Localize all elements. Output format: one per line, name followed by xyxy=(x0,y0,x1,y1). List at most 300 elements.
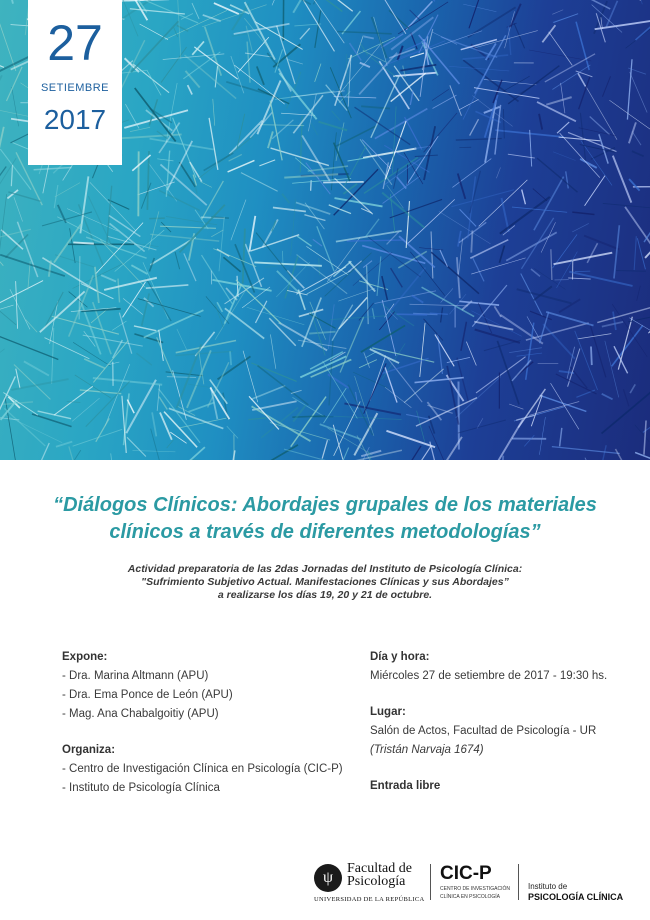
paint-stroke xyxy=(11,165,12,186)
paint-stroke xyxy=(613,156,632,203)
paint-stroke xyxy=(291,199,296,256)
paint-stroke xyxy=(330,67,351,118)
paint-stroke xyxy=(553,152,575,161)
paint-stroke xyxy=(323,182,364,183)
paint-stroke xyxy=(338,288,375,301)
paint-stroke xyxy=(612,304,647,357)
paint-stroke xyxy=(259,160,275,166)
paint-stroke xyxy=(249,396,279,429)
paint-stroke xyxy=(0,281,43,309)
paint-stroke xyxy=(330,316,385,320)
paint-stroke xyxy=(127,437,146,456)
paint-stroke xyxy=(451,190,514,207)
paint-stroke xyxy=(243,229,245,284)
paint-stroke xyxy=(578,73,586,86)
paint-stroke xyxy=(561,83,565,113)
paint-stroke xyxy=(412,295,423,302)
paint-stroke xyxy=(323,361,358,418)
paint-stroke xyxy=(472,285,507,327)
paint-stroke xyxy=(202,181,224,219)
paint-stroke xyxy=(526,323,534,380)
paint-stroke xyxy=(293,405,306,422)
paint-stroke xyxy=(10,0,13,4)
paint-stroke xyxy=(463,60,518,101)
paint-stroke xyxy=(531,395,542,426)
paint-stroke xyxy=(188,384,212,388)
paint-stroke xyxy=(149,258,154,271)
paint-stroke xyxy=(549,32,573,66)
paint-stroke xyxy=(409,304,468,306)
paint-stroke xyxy=(385,387,411,408)
paint-stroke xyxy=(367,266,368,325)
cicp-logo xyxy=(440,864,510,900)
paint-stroke xyxy=(470,119,479,135)
paint-stroke xyxy=(206,296,229,323)
paint-stroke xyxy=(16,281,18,329)
paint-stroke xyxy=(346,54,347,99)
paint-stroke xyxy=(623,389,628,406)
paint-stroke xyxy=(0,55,4,68)
paint-stroke xyxy=(616,271,646,272)
paint-stroke xyxy=(249,216,255,252)
paint-stroke xyxy=(281,113,315,115)
paint-stroke xyxy=(130,9,185,14)
facultad-logo xyxy=(314,862,434,904)
paint-stroke xyxy=(546,312,593,326)
paint-stroke xyxy=(318,122,347,131)
paint-stroke xyxy=(494,306,501,317)
paint-stroke xyxy=(398,251,426,268)
title-line-1: “Diálogos Clínicos: Abordajes grupales de los materiales xyxy=(53,494,597,516)
paint-stroke xyxy=(191,459,202,460)
paint-stroke xyxy=(96,418,109,441)
facultad-name-1: Facultad de xyxy=(347,861,412,876)
paint-stroke xyxy=(363,261,372,268)
paint-stroke xyxy=(469,0,485,28)
paint-stroke xyxy=(626,24,650,48)
paint-stroke xyxy=(572,223,589,232)
paint-stroke xyxy=(256,233,293,279)
paint-stroke xyxy=(537,102,576,121)
paint-stroke xyxy=(185,71,199,88)
paint-stroke xyxy=(143,0,198,23)
paint-stroke xyxy=(5,396,16,460)
subtitle-line-1: Actividad preparatoria de las 2das Jornadas del Instituto de Psicología Clínica: xyxy=(127,563,523,575)
paint-stroke xyxy=(503,109,504,138)
paint-stroke xyxy=(324,388,347,423)
paint-stroke xyxy=(230,351,231,365)
paint-stroke xyxy=(398,2,448,34)
paint-stroke xyxy=(432,32,457,44)
paint-stroke xyxy=(271,148,329,165)
paint-stroke xyxy=(67,401,81,402)
paint-stroke xyxy=(296,202,330,214)
paint-stroke xyxy=(55,255,95,268)
paint-stroke xyxy=(461,322,467,351)
paint-stroke xyxy=(521,218,553,269)
paint-stroke xyxy=(364,36,374,38)
paint-stroke xyxy=(329,205,351,214)
paint-stroke xyxy=(612,325,643,366)
paint-stroke xyxy=(630,72,647,113)
paint-stroke xyxy=(204,153,234,171)
paint-stroke xyxy=(389,10,409,28)
paint-stroke xyxy=(450,85,462,115)
paint-stroke xyxy=(134,326,156,331)
paint-stroke xyxy=(0,335,58,360)
paint-stroke xyxy=(175,252,180,269)
paint-stroke xyxy=(177,25,188,31)
paint-stroke xyxy=(632,151,644,156)
cicp-sub-2: CLÍNICA EN PSICOLOGÍA xyxy=(440,894,501,900)
paint-stroke xyxy=(637,286,641,301)
paint-stroke xyxy=(273,208,306,212)
paint-stroke xyxy=(534,269,565,290)
paint-stroke xyxy=(187,350,211,408)
paint-stroke xyxy=(219,217,224,272)
paint-stroke xyxy=(529,401,579,415)
paint-stroke xyxy=(5,234,28,257)
paint-stroke xyxy=(282,194,289,203)
paint-stroke xyxy=(149,211,159,250)
paint-stroke xyxy=(177,329,187,350)
paint-stroke xyxy=(10,289,30,329)
paint-stroke xyxy=(340,317,364,373)
paint-stroke xyxy=(460,209,477,226)
paint-stroke xyxy=(214,3,239,14)
paint-stroke xyxy=(229,121,262,155)
paint-stroke xyxy=(530,130,532,167)
paint-stroke xyxy=(279,69,292,92)
paint-stroke xyxy=(4,408,45,446)
paint-stroke xyxy=(298,290,305,310)
paint-stroke xyxy=(52,316,119,334)
expone-item: - Dra. Marina Altmann (APU) xyxy=(62,670,209,682)
paint-stroke xyxy=(552,447,620,454)
subtitle-line-2: "Sufrimiento Subjetivo Actual. Manifestaciones Clínicas y sus Abordajes” xyxy=(141,576,509,588)
paint-stroke xyxy=(0,194,7,255)
paint-stroke xyxy=(405,117,422,149)
paint-stroke xyxy=(369,0,406,34)
paint-stroke xyxy=(556,374,597,394)
paint-stroke xyxy=(231,56,244,93)
paint-stroke xyxy=(361,325,405,352)
paint-stroke xyxy=(543,324,575,359)
paint-stroke xyxy=(194,47,237,79)
paint-stroke xyxy=(141,183,151,209)
paint-stroke xyxy=(363,148,416,157)
paint-stroke xyxy=(320,424,361,439)
paint-stroke xyxy=(572,212,594,214)
paint-stroke xyxy=(475,111,501,122)
paint-stroke xyxy=(332,111,341,121)
paint-stroke xyxy=(73,429,123,446)
paint-stroke xyxy=(552,10,563,15)
paint-stroke xyxy=(534,177,564,231)
facultad-university: UNIVERSIDAD DE LA REPÚBLICA xyxy=(314,896,425,903)
paint-stroke xyxy=(294,24,321,26)
paint-stroke xyxy=(334,97,376,98)
paint-stroke xyxy=(406,201,409,248)
paint-stroke xyxy=(328,428,373,455)
logo-divider xyxy=(518,864,519,900)
paint-stroke xyxy=(231,450,235,460)
paint-stroke xyxy=(429,426,447,460)
paint-stroke xyxy=(635,0,642,4)
paint-stroke xyxy=(272,0,290,5)
paint-stroke xyxy=(322,440,327,458)
paint-stroke xyxy=(349,261,375,291)
paint-stroke xyxy=(449,66,509,71)
paint-stroke xyxy=(69,292,88,308)
paint-stroke xyxy=(585,176,605,206)
paint-stroke xyxy=(248,418,266,420)
paint-stroke xyxy=(466,342,476,366)
paint-stroke xyxy=(334,198,382,206)
paint-stroke xyxy=(161,47,187,83)
paint-stroke xyxy=(161,447,205,460)
paint-stroke xyxy=(424,113,457,152)
paint-stroke xyxy=(228,160,255,172)
paint-stroke xyxy=(364,363,387,413)
paint-stroke xyxy=(192,3,199,19)
paint-stroke xyxy=(644,420,646,454)
paint-stroke xyxy=(159,330,164,361)
paint-stroke xyxy=(184,55,236,99)
paint-stroke xyxy=(1,230,23,250)
paint-stroke xyxy=(277,26,295,84)
paint-stroke xyxy=(595,20,650,29)
paint-stroke xyxy=(524,435,534,446)
paint-stroke xyxy=(499,246,504,263)
paint-stroke xyxy=(257,366,308,405)
paint-stroke xyxy=(175,351,232,355)
ipc-line-2: PSICOLOGÍA CLÍNICA xyxy=(528,892,624,902)
paint-stroke xyxy=(157,337,174,377)
title-line-2: clínicos a través de diferentes metodologías” xyxy=(109,521,541,543)
paint-stroke xyxy=(440,250,448,267)
paint-stroke xyxy=(243,445,297,460)
paint-stroke xyxy=(432,89,449,100)
paint-stroke xyxy=(337,31,392,33)
paint-stroke xyxy=(118,279,120,303)
paint-stroke xyxy=(613,312,616,330)
lugar-value: Salón de Actos, Facultad de Psicología - UR xyxy=(370,725,597,737)
paint-stroke xyxy=(79,297,101,355)
paint-stroke xyxy=(509,404,523,409)
paint-stroke xyxy=(475,330,520,343)
paint-stroke xyxy=(489,420,523,460)
paint-stroke xyxy=(254,262,321,265)
date-year: 2017 xyxy=(43,104,107,135)
paint-stroke xyxy=(136,353,151,365)
dia-hora-heading: Día y hora: xyxy=(370,651,430,663)
paint-stroke xyxy=(343,448,349,460)
paint-stroke xyxy=(90,182,136,230)
paint-stroke xyxy=(299,0,334,51)
paint-stroke xyxy=(307,271,352,294)
paint-stroke xyxy=(386,431,435,447)
paint-stroke xyxy=(26,320,38,333)
event-title xyxy=(20,492,630,546)
paint-stroke xyxy=(475,31,538,48)
paint-stroke xyxy=(147,70,161,95)
paint-stroke xyxy=(400,65,436,71)
paint-stroke xyxy=(456,138,502,140)
date-month: SETIEMBRE xyxy=(40,82,110,94)
paint-stroke xyxy=(560,428,562,447)
paint-stroke xyxy=(270,101,282,161)
paint-stroke xyxy=(306,163,331,195)
paint-stroke xyxy=(591,346,592,365)
paint-stroke xyxy=(0,158,16,196)
paint-stroke xyxy=(132,450,175,451)
paint-stroke xyxy=(227,426,238,438)
paint-stroke xyxy=(461,39,497,49)
paint-stroke xyxy=(605,341,619,398)
paint-stroke xyxy=(296,267,345,294)
paint-stroke xyxy=(243,351,258,402)
paint-stroke xyxy=(471,258,525,274)
paint-stroke xyxy=(415,155,438,156)
paint-stroke xyxy=(177,0,180,59)
paint-stroke xyxy=(372,17,387,58)
paint-stroke xyxy=(52,328,54,384)
paint-stroke xyxy=(512,207,567,212)
paint-stroke xyxy=(14,197,23,221)
paint-stroke xyxy=(151,429,164,460)
paint-stroke xyxy=(533,189,547,201)
left-column xyxy=(62,648,352,798)
paint-stroke xyxy=(422,41,438,75)
paint-stroke xyxy=(391,268,403,287)
paint-stroke xyxy=(73,242,94,243)
paint-stroke xyxy=(407,136,438,185)
paint-stroke xyxy=(300,356,346,377)
paint-stroke xyxy=(338,42,382,95)
paint-stroke xyxy=(431,231,433,278)
paint-stroke xyxy=(130,127,150,131)
paint-stroke xyxy=(406,414,430,419)
facultad-emblem-icon: ψ xyxy=(314,864,342,892)
paint-stroke xyxy=(360,43,368,55)
paint-stroke xyxy=(56,442,72,447)
paint-stroke xyxy=(353,372,387,388)
paint-stroke xyxy=(568,132,616,151)
paint-stroke xyxy=(32,414,72,427)
paint-stroke xyxy=(344,403,401,414)
paint-stroke xyxy=(174,28,178,37)
paint-stroke xyxy=(167,141,192,190)
paint-stroke xyxy=(447,366,458,425)
organiza-item: - Centro de Investigación Clínica en Psicología (CIC-P) xyxy=(62,763,343,775)
paint-stroke xyxy=(332,305,353,341)
paint-stroke xyxy=(147,151,149,210)
paint-stroke xyxy=(211,230,223,237)
paint-stroke xyxy=(388,358,423,402)
expone-item: - Dra. Ema Ponce de León (APU) xyxy=(62,689,233,701)
paint-stroke xyxy=(251,386,285,400)
paint-stroke xyxy=(377,256,381,296)
date-day: 27 xyxy=(47,15,103,71)
paint-stroke xyxy=(322,0,342,12)
paint-stroke xyxy=(238,37,269,72)
paint-stroke xyxy=(137,182,174,195)
ipc-logo xyxy=(528,882,623,903)
paint-stroke xyxy=(390,199,442,217)
cicp-sub-1: CENTRO DE INVESTIGACIÓN xyxy=(440,886,511,892)
paint-stroke xyxy=(637,238,645,269)
paint-stroke xyxy=(138,299,201,317)
paint-stroke xyxy=(11,379,68,390)
paint-stroke xyxy=(556,252,577,288)
paint-stroke xyxy=(200,182,212,188)
paint-stroke xyxy=(497,341,519,405)
paint-stroke xyxy=(602,394,613,399)
paint-stroke xyxy=(635,425,650,442)
paint-stroke xyxy=(458,420,506,433)
paint-stroke xyxy=(441,307,443,322)
paint-stroke xyxy=(568,278,590,279)
date-box xyxy=(28,0,122,165)
paint-stroke xyxy=(179,205,224,253)
paint-stroke xyxy=(14,365,50,400)
paint-stroke xyxy=(399,236,435,267)
paint-stroke xyxy=(522,190,526,205)
paint-stroke xyxy=(317,226,334,271)
paint-stroke xyxy=(509,348,542,353)
paint-stroke xyxy=(473,258,484,281)
paint-stroke xyxy=(606,1,617,28)
paint-stroke xyxy=(300,28,310,39)
paint-stroke xyxy=(259,125,304,126)
paint-stroke xyxy=(334,402,361,456)
paint-stroke xyxy=(119,313,131,354)
paint-stroke xyxy=(6,67,22,101)
paint-stroke xyxy=(311,123,318,135)
paint-stroke xyxy=(506,232,557,260)
paint-stroke xyxy=(546,97,571,105)
paint-stroke xyxy=(539,114,542,130)
paint-stroke xyxy=(419,248,443,250)
facultad-name-2: Psicología xyxy=(347,874,406,889)
paint-stroke xyxy=(353,252,392,285)
paint-stroke xyxy=(566,171,569,188)
paint-stroke xyxy=(146,285,189,288)
paint-stroke xyxy=(456,376,501,417)
paint-stroke xyxy=(632,131,641,145)
paint-stroke xyxy=(585,458,595,460)
paint-stroke xyxy=(0,127,4,149)
paint-stroke xyxy=(73,450,80,460)
paint-stroke xyxy=(269,318,295,346)
paint-stroke xyxy=(297,236,311,246)
paint-stroke xyxy=(339,297,368,328)
paint-stroke xyxy=(0,75,2,126)
paint-stroke xyxy=(634,236,636,270)
paint-stroke xyxy=(159,389,201,443)
paint-stroke xyxy=(270,334,275,368)
paint-stroke xyxy=(252,401,296,410)
paint-stroke xyxy=(334,169,378,215)
paint-stroke xyxy=(131,21,178,72)
paint-stroke xyxy=(215,66,217,87)
paint-stroke xyxy=(0,310,16,324)
paint-stroke xyxy=(635,23,650,40)
paint-stroke xyxy=(190,162,202,182)
paint-stroke xyxy=(152,412,156,436)
paint-stroke xyxy=(291,91,345,97)
